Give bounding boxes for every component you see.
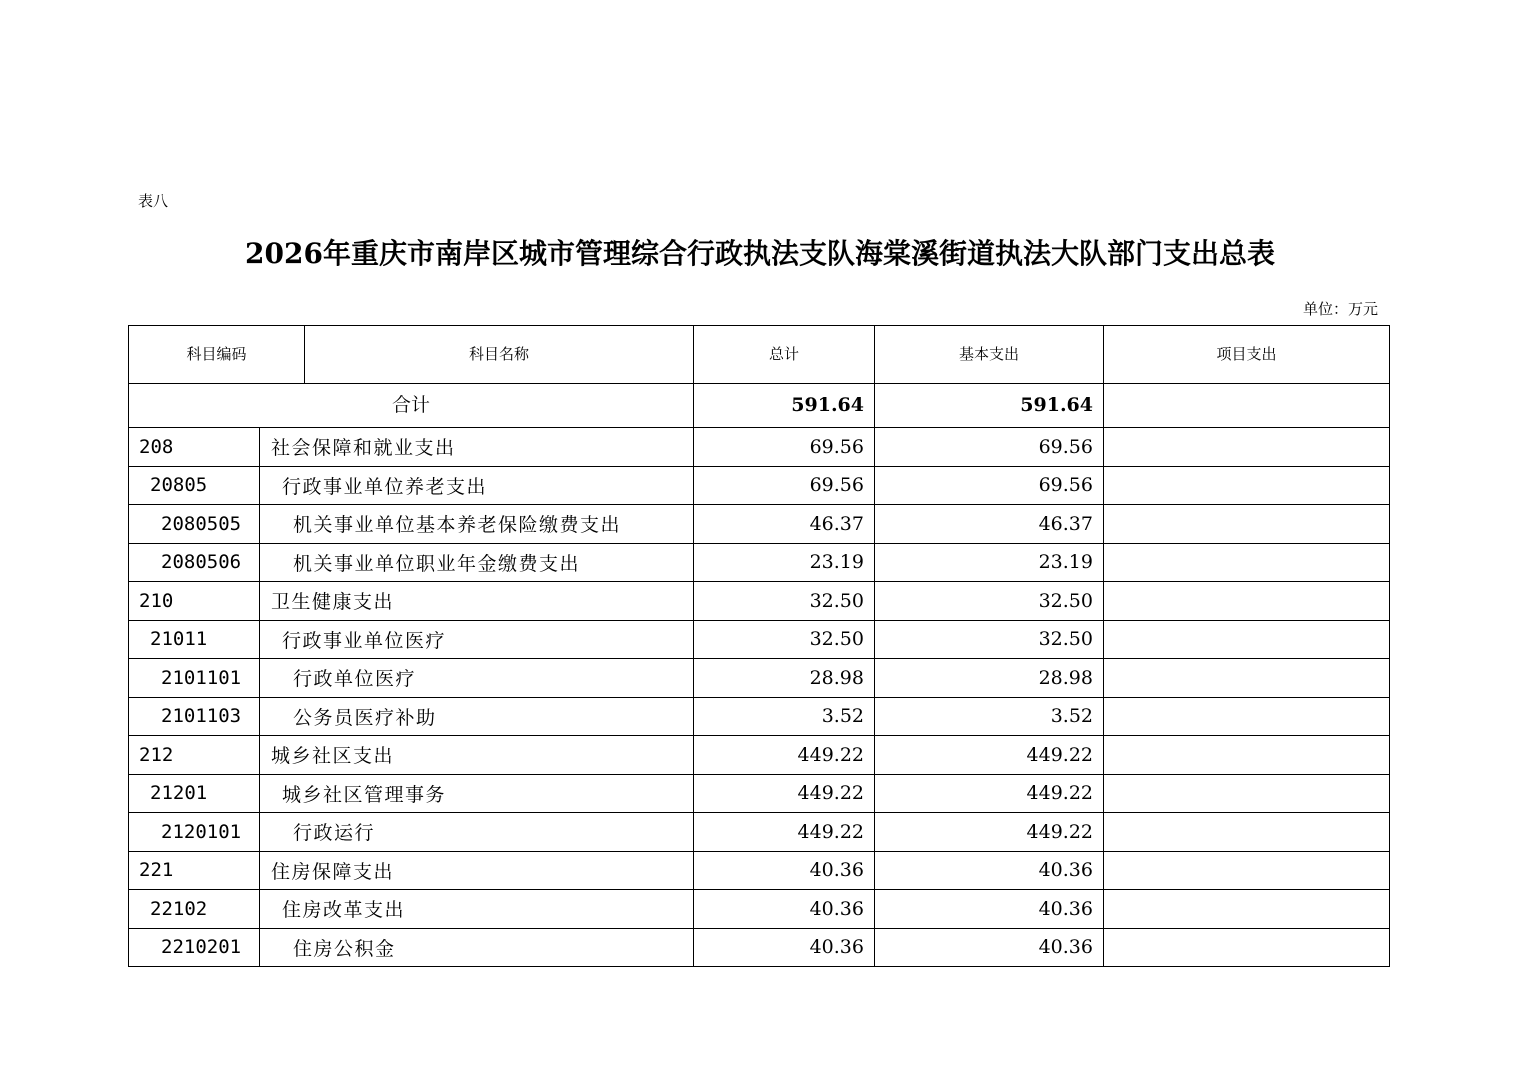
row-name: 行政单位医疗 xyxy=(260,659,694,697)
row-code: 2101103 xyxy=(129,698,260,736)
header-name: 科目名称 xyxy=(305,326,694,383)
row-total: 32.50 xyxy=(694,582,875,620)
row-name: 住房公积金 xyxy=(260,929,694,967)
table-row xyxy=(129,852,1389,891)
row-project xyxy=(1104,736,1389,774)
row-total: 28.98 xyxy=(694,659,875,697)
row-code: 2210201 xyxy=(129,929,260,967)
row-total: 23.19 xyxy=(694,544,875,582)
row-code: 21011 xyxy=(129,621,260,659)
row-name: 卫生健康支出 xyxy=(260,582,694,620)
row-total: 32.50 xyxy=(694,621,875,659)
table-header xyxy=(128,325,1390,384)
row-code: 210 xyxy=(129,582,260,620)
row-code: 21201 xyxy=(129,775,260,813)
table-row xyxy=(129,582,1389,621)
table-row xyxy=(129,659,1389,698)
row-basic: 40.36 xyxy=(875,890,1104,928)
table-row xyxy=(129,505,1389,544)
row-name: 住房改革支出 xyxy=(260,890,694,928)
row-name: 城乡社区支出 xyxy=(260,736,694,774)
header-project: 项目支出 xyxy=(1216,345,1277,363)
row-basic: 449.22 xyxy=(875,736,1104,774)
row-project xyxy=(1104,659,1389,697)
row-name: 城乡社区管理事务 xyxy=(260,775,694,813)
document-title: 2026年重庆市南岸区城市管理综合行政执法支队海棠溪街道执法大队部门支出总表 xyxy=(245,237,1275,270)
row-basic: 23.19 xyxy=(875,544,1104,582)
row-project xyxy=(1104,698,1389,736)
row-basic: 69.56 xyxy=(875,428,1104,466)
expenditure-rows xyxy=(128,428,1390,967)
header-code: 科目编码 xyxy=(129,326,305,383)
row-basic: 32.50 xyxy=(875,621,1104,659)
row-code: 22102 xyxy=(129,890,260,928)
row-name: 社会保障和就业支出 xyxy=(260,428,694,466)
table-row xyxy=(129,775,1389,814)
table-row xyxy=(129,544,1389,583)
row-basic: 69.56 xyxy=(875,467,1104,505)
row-code: 2101101 xyxy=(129,659,260,697)
row-code: 212 xyxy=(129,736,260,774)
row-total: 46.37 xyxy=(694,505,875,543)
total-sum: 591.64 xyxy=(694,384,875,427)
total-row xyxy=(128,384,1390,428)
unit-note: 单位：万元 xyxy=(1302,300,1378,318)
table-row xyxy=(129,621,1389,660)
table-row xyxy=(129,736,1389,775)
header-basic: 基本支出 xyxy=(875,326,1104,383)
row-basic: 40.36 xyxy=(875,929,1104,967)
row-name: 住房保障支出 xyxy=(260,852,694,890)
row-code: 20805 xyxy=(129,467,260,505)
row-basic: 28.98 xyxy=(875,659,1104,697)
row-code: 208 xyxy=(129,428,260,466)
row-total: 69.56 xyxy=(694,428,875,466)
row-total: 449.22 xyxy=(694,775,875,813)
table-label: 表八 xyxy=(138,192,169,210)
table-row xyxy=(129,929,1389,968)
row-project xyxy=(1104,813,1389,851)
table-row xyxy=(129,813,1389,852)
row-basic: 46.37 xyxy=(875,505,1104,543)
row-total: 40.36 xyxy=(694,890,875,928)
row-code: 2080505 xyxy=(129,505,260,543)
row-name: 行政事业单位医疗 xyxy=(260,621,694,659)
row-basic: 449.22 xyxy=(875,813,1104,851)
row-project xyxy=(1104,775,1389,813)
total-label: 合计 xyxy=(129,384,694,427)
row-project xyxy=(1104,505,1389,543)
row-project xyxy=(1104,544,1389,582)
row-project xyxy=(1104,890,1389,928)
row-name: 机关事业单位职业年金缴费支出 xyxy=(260,544,694,582)
row-code: 221 xyxy=(129,852,260,890)
row-name: 机关事业单位基本养老保险缴费支出 xyxy=(260,505,694,543)
row-total: 40.36 xyxy=(694,852,875,890)
row-basic: 3.52 xyxy=(875,698,1104,736)
row-project xyxy=(1104,428,1389,466)
row-total: 40.36 xyxy=(694,929,875,967)
row-name: 行政运行 xyxy=(260,813,694,851)
row-project xyxy=(1104,929,1389,967)
row-project xyxy=(1104,467,1389,505)
header-total: 总计 xyxy=(694,326,875,383)
row-project xyxy=(1104,852,1389,890)
row-code: 2120101 xyxy=(129,813,260,851)
total-basic: 591.64 xyxy=(875,384,1104,427)
total-project xyxy=(1104,384,1389,427)
row-total: 449.22 xyxy=(694,736,875,774)
row-basic: 40.36 xyxy=(875,852,1104,890)
table-row xyxy=(129,698,1389,737)
row-name: 行政事业单位养老支出 xyxy=(260,467,694,505)
row-project xyxy=(1104,621,1389,659)
table-row xyxy=(129,890,1389,929)
row-basic: 32.50 xyxy=(875,582,1104,620)
row-code: 2080506 xyxy=(129,544,260,582)
row-total: 69.56 xyxy=(694,467,875,505)
table-row xyxy=(129,467,1389,506)
table-row xyxy=(129,428,1389,467)
row-total: 449.22 xyxy=(694,813,875,851)
row-basic: 449.22 xyxy=(875,775,1104,813)
row-total: 3.52 xyxy=(694,698,875,736)
row-name: 公务员医疗补助 xyxy=(260,698,694,736)
row-project xyxy=(1104,582,1389,620)
